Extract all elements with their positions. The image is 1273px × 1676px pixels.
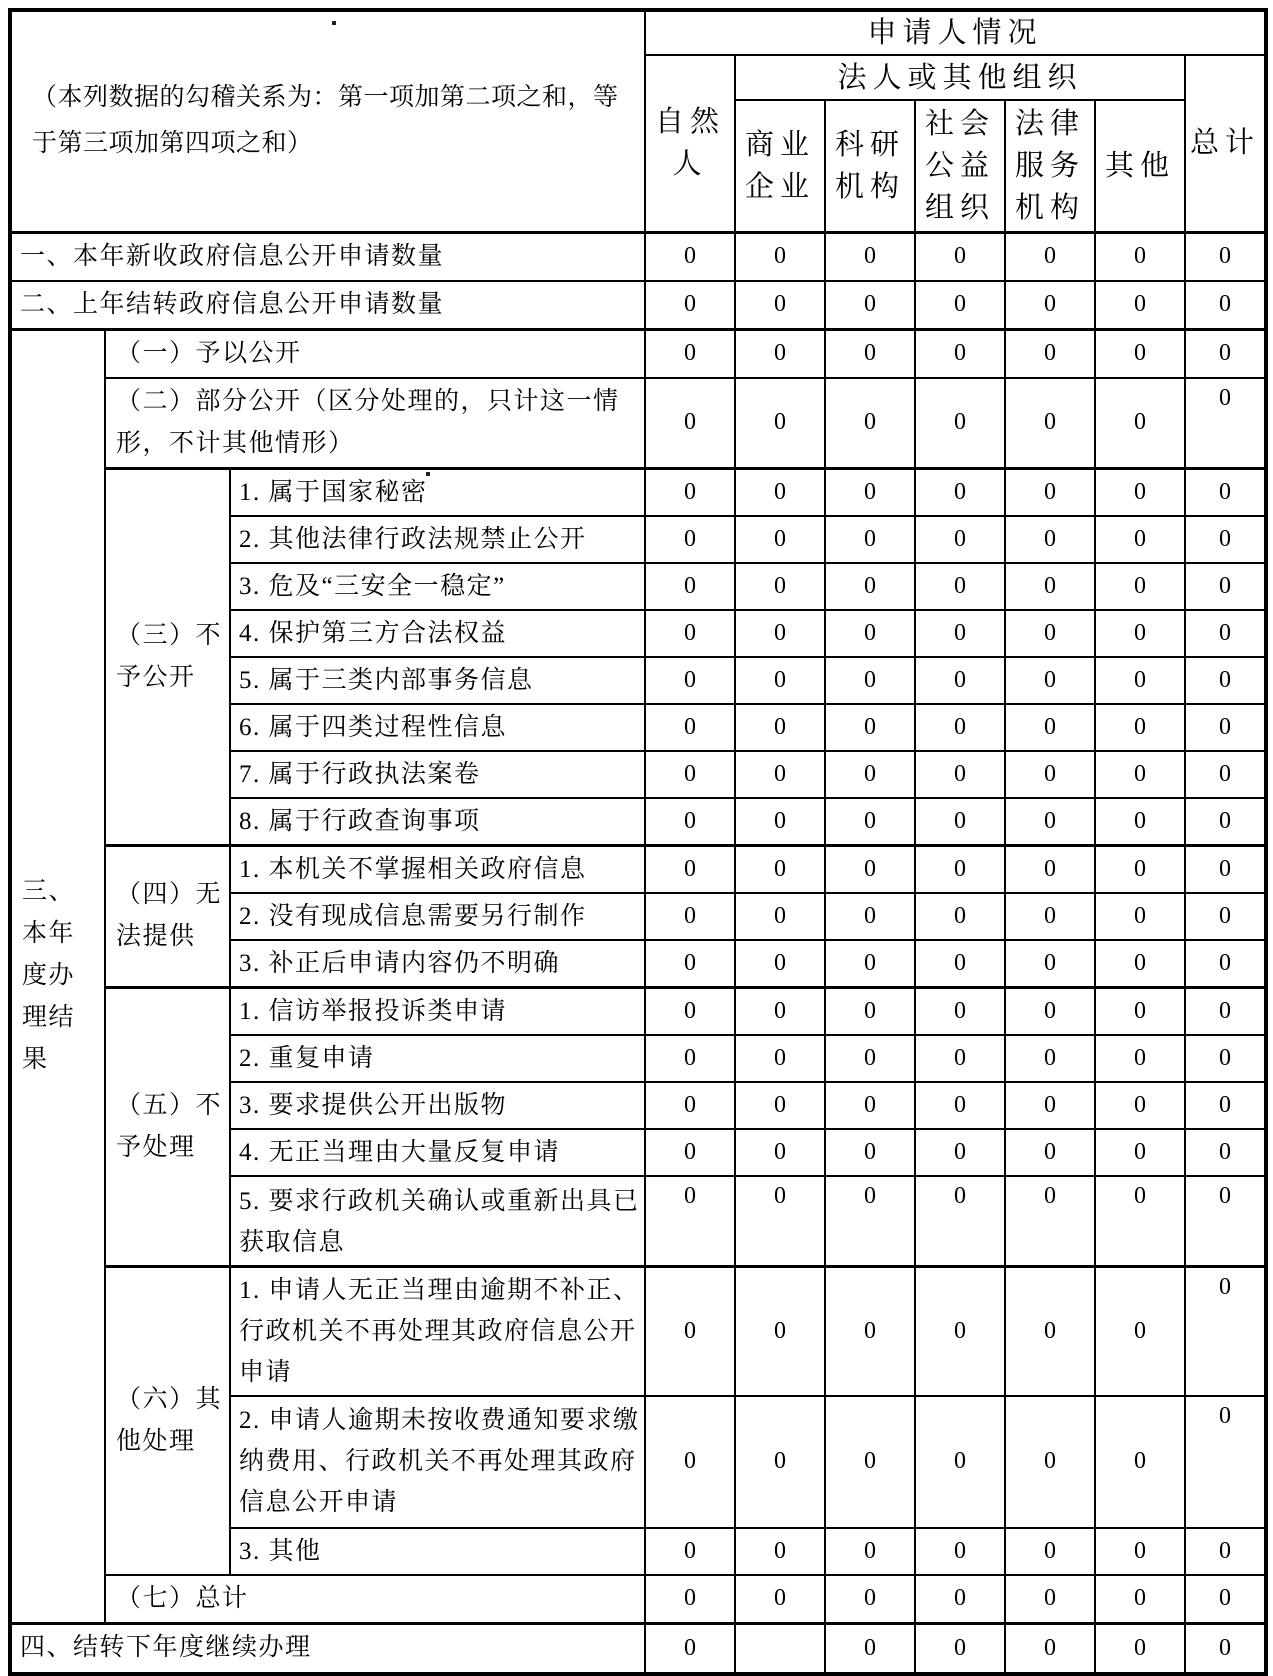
table-row — [10, 378, 1266, 469]
item-label: 5. 属于三类内部事务信息 — [230, 657, 645, 704]
value-cell: 0 — [735, 1082, 825, 1129]
value-cell: 0 — [645, 1176, 735, 1267]
value-cell: 0 — [645, 610, 735, 657]
header-research-institution: 科研机构 — [825, 100, 915, 232]
value-cell: 0 — [1095, 1266, 1185, 1396]
item-label: 3. 危及“三安全一稳定” — [230, 563, 645, 610]
value-cell: 0 — [735, 1575, 825, 1624]
header-legal-or-other-org: 法人或其他组织 — [735, 55, 1185, 100]
value-cell: 0 — [1005, 610, 1095, 657]
value-cell: 0 — [915, 610, 1005, 657]
row-label-carry-forward: 四、结转下年度继续办理 — [10, 1623, 645, 1674]
value-cell: 0 — [915, 1129, 1005, 1176]
value-cell: 0 — [1095, 893, 1185, 940]
group-label-subtotal: （七）总计 — [105, 1575, 645, 1624]
value-cell: 0 — [825, 704, 915, 751]
value-cell: 0 — [825, 940, 915, 988]
value-cell: 0 — [735, 704, 825, 751]
value-cell: 0 — [1095, 751, 1185, 798]
value-cell: 0 — [1185, 1528, 1266, 1575]
item-label: 3. 补正后申请内容仍不明确 — [230, 940, 645, 988]
scan-dot — [426, 472, 430, 476]
value-cell: 0 — [825, 468, 915, 516]
table-row — [10, 232, 1266, 281]
value-cell: 0 — [1185, 468, 1266, 516]
value-cell: 0 — [1005, 845, 1095, 893]
header-social-welfare-org: 社会公益组织 — [915, 100, 1005, 232]
value-cell: 0 — [1095, 1528, 1185, 1575]
value-cell: 0 — [735, 1396, 825, 1528]
value-cell: 0 — [1095, 329, 1185, 378]
value-cell: 0 — [735, 281, 825, 330]
value-cell: 0 — [825, 516, 915, 563]
value-cell: 0 — [825, 657, 915, 704]
value-cell: 0 — [1095, 1623, 1185, 1674]
value-cell: 0 — [1095, 1575, 1185, 1624]
value-cell: 0 — [1185, 751, 1266, 798]
value-cell: 0 — [1095, 798, 1185, 846]
table-row — [10, 987, 1266, 1035]
value-cell: 0 — [915, 1396, 1005, 1528]
note-cell: （本列数据的勾稽关系为：第一项加第二项之和，等于第三项加第四项之和） — [10, 10, 645, 232]
value-cell: 0 — [1095, 1082, 1185, 1129]
value-cell: 0 — [915, 1575, 1005, 1624]
value-cell: 0 — [1095, 704, 1185, 751]
value-cell: 0 — [915, 704, 1005, 751]
value-cell: 0 — [915, 798, 1005, 846]
value-cell: 0 — [1095, 563, 1185, 610]
item-label: 2. 其他法律行政法规禁止公开 — [230, 516, 645, 563]
table-row — [10, 329, 1266, 378]
value-cell: 0 — [735, 516, 825, 563]
value-cell: 0 — [1185, 940, 1266, 988]
item-label: 1. 申请人无正当理由逾期不补正、行政机关不再处理其政府信息公开申请 — [230, 1266, 645, 1396]
value-cell: 0 — [1005, 329, 1095, 378]
value-cell: 0 — [645, 1082, 735, 1129]
value-cell: 0 — [645, 232, 735, 281]
group-label-denied: （三）不予公开 — [105, 468, 230, 845]
value-cell: 0 — [1005, 468, 1095, 516]
value-cell: 0 — [1005, 232, 1095, 281]
value-cell: 0 — [1005, 1623, 1095, 1674]
table-row — [10, 468, 1266, 516]
value-cell: 0 — [825, 1035, 915, 1082]
value-cell: 0 — [645, 281, 735, 330]
value-cell: 0 — [1005, 378, 1095, 469]
value-cell: 0 — [645, 1035, 735, 1082]
item-label: 5. 要求行政机关确认或重新出具已获取信息 — [230, 1176, 645, 1267]
value-cell: 0 — [645, 1129, 735, 1176]
value-cell: 0 — [915, 1528, 1005, 1575]
row-label-carried-over: 二、上年结转政府信息公开申请数量 — [10, 281, 645, 330]
value-cell: 0 — [1185, 657, 1266, 704]
value-cell: 0 — [645, 563, 735, 610]
value-cell: 0 — [735, 468, 825, 516]
value-cell: 0 — [915, 1176, 1005, 1267]
value-cell: 0 — [735, 610, 825, 657]
item-label: 8. 属于行政查询事项 — [230, 798, 645, 846]
value-cell: 0 — [645, 893, 735, 940]
value-cell: 0 — [645, 1396, 735, 1528]
value-cell: 0 — [1095, 232, 1185, 281]
value-cell: 0 — [915, 751, 1005, 798]
item-label: 1. 本机关不掌握相关政府信息 — [230, 845, 645, 893]
value-cell: 0 — [1005, 1176, 1095, 1267]
value-cell: 0 — [1095, 940, 1185, 988]
table-row — [10, 1266, 1266, 1396]
value-cell: 0 — [1005, 516, 1095, 563]
value-cell: 0 — [825, 378, 915, 469]
value-cell: 0 — [735, 563, 825, 610]
value-cell: 0 — [735, 987, 825, 1035]
value-cell: 0 — [735, 845, 825, 893]
header-applicant-status: 申请人情况 — [645, 10, 1266, 55]
table-row — [10, 10, 1266, 55]
value-cell: 0 — [825, 1528, 915, 1575]
value-cell: 0 — [645, 987, 735, 1035]
value-cell: 0 — [1185, 232, 1266, 281]
value-cell: 0 — [735, 798, 825, 846]
value-cell: 0 — [1185, 1623, 1266, 1674]
value-cell: 0 — [1005, 893, 1095, 940]
item-label: 3. 其他 — [230, 1528, 645, 1575]
value-cell: 0 — [915, 1082, 1005, 1129]
value-cell: 0 — [825, 1266, 915, 1396]
disclosure-request-table — [8, 8, 1268, 1676]
value-cell: 0 — [1185, 329, 1266, 378]
value-cell: 0 — [1005, 704, 1095, 751]
value-cell: 0 — [1185, 1266, 1266, 1396]
value-cell: 0 — [735, 1035, 825, 1082]
value-cell: 0 — [735, 1176, 825, 1267]
item-label: 7. 属于行政执法案卷 — [230, 751, 645, 798]
value-cell: 0 — [645, 378, 735, 469]
value-cell: 0 — [915, 987, 1005, 1035]
value-cell: 0 — [825, 1082, 915, 1129]
item-label: 3. 要求提供公开出版物 — [230, 1082, 645, 1129]
value-cell: 0 — [1005, 1528, 1095, 1575]
item-label: 4. 无正当理由大量反复申请 — [230, 1129, 645, 1176]
table-row — [10, 845, 1266, 893]
value-cell: 0 — [1185, 563, 1266, 610]
value-cell: 0 — [915, 1035, 1005, 1082]
value-cell: 0 — [735, 657, 825, 704]
value-cell: 0 — [825, 987, 915, 1035]
value-cell: 0 — [915, 378, 1005, 469]
value-cell: 0 — [1005, 657, 1095, 704]
group-label-other-handling: （六）其他处理 — [105, 1266, 230, 1575]
value-cell: 0 — [645, 940, 735, 988]
value-cell: 0 — [1095, 281, 1185, 330]
value-cell: 0 — [915, 940, 1005, 988]
value-cell: 0 — [645, 1575, 735, 1624]
value-cell: 0 — [1095, 378, 1185, 469]
value-cell: 0 — [825, 1623, 915, 1674]
value-cell: 0 — [915, 657, 1005, 704]
value-cell: 0 — [1005, 798, 1095, 846]
value-cell: 0 — [735, 1528, 825, 1575]
table-row — [10, 281, 1266, 330]
value-cell: 0 — [1095, 1129, 1185, 1176]
value-cell: 0 — [1095, 987, 1185, 1035]
value-cell: 0 — [1005, 1266, 1095, 1396]
value-cell: 0 — [645, 516, 735, 563]
value-cell: 0 — [735, 751, 825, 798]
value-cell: 0 — [1185, 704, 1266, 751]
value-cell: 0 — [645, 657, 735, 704]
value-cell: 0 — [1095, 845, 1185, 893]
value-cell: 0 — [825, 563, 915, 610]
value-cell: 0 — [915, 1266, 1005, 1396]
value-cell: 0 — [645, 704, 735, 751]
value-cell: 0 — [645, 1266, 735, 1396]
value-cell: 0 — [1185, 798, 1266, 846]
value-cell: 0 — [825, 1129, 915, 1176]
value-cell: 0 — [1185, 610, 1266, 657]
value-cell: 0 — [915, 1623, 1005, 1674]
value-cell: 0 — [1005, 1396, 1095, 1528]
value-cell: 0 — [1095, 468, 1185, 516]
value-cell: 0 — [1005, 987, 1095, 1035]
header-legal-service-org: 法律服务机构 — [1005, 100, 1095, 232]
value-cell: 0 — [1185, 987, 1266, 1035]
scan-dot — [332, 21, 336, 25]
item-label: 4. 保护第三方合法权益 — [230, 610, 645, 657]
value-cell: 0 — [735, 1129, 825, 1176]
item-label: 2. 申请人逾期未按收费通知要求缴纳费用、行政机关不再处理其政府信息公开申请 — [230, 1396, 645, 1528]
value-cell: 0 — [825, 1176, 915, 1267]
value-cell: 0 — [1185, 1035, 1266, 1082]
header-other: 其他 — [1095, 100, 1185, 232]
value-cell: 0 — [1185, 1575, 1266, 1624]
table-row — [10, 1575, 1266, 1624]
value-cell: 0 — [825, 1396, 915, 1528]
value-cell: 0 — [645, 798, 735, 846]
value-cell: 0 — [1005, 281, 1095, 330]
item-label: 2. 重复申请 — [230, 1035, 645, 1082]
value-cell: 0 — [1095, 1396, 1185, 1528]
item-label: 1. 信访举报投诉类申请 — [230, 987, 645, 1035]
value-cell: 0 — [735, 378, 825, 469]
value-cell: 0 — [645, 329, 735, 378]
value-cell: 0 — [915, 468, 1005, 516]
value-cell — [735, 1623, 825, 1674]
value-cell: 0 — [1005, 1575, 1095, 1624]
value-cell: 0 — [915, 845, 1005, 893]
header-total: 总计 — [1185, 55, 1266, 232]
value-cell: 0 — [825, 893, 915, 940]
value-cell: 0 — [1185, 845, 1266, 893]
section-label-processing-results: 三、本年度办理结果 — [10, 329, 105, 1623]
value-cell: 0 — [1185, 281, 1266, 330]
value-cell: 0 — [825, 845, 915, 893]
value-cell: 0 — [1005, 1082, 1095, 1129]
item-label: 2. 没有现成信息需要另行制作 — [230, 893, 645, 940]
item-label: 6. 属于四类过程性信息 — [230, 704, 645, 751]
value-cell: 0 — [645, 1528, 735, 1575]
value-cell: 0 — [735, 329, 825, 378]
value-cell: 0 — [1095, 516, 1185, 563]
value-cell: 0 — [1005, 751, 1095, 798]
header-business-enterprise: 商业企业 — [735, 100, 825, 232]
value-cell: 0 — [825, 281, 915, 330]
value-cell: 0 — [645, 1623, 735, 1674]
value-cell: 0 — [735, 232, 825, 281]
group-label-granted: （一）予以公开 — [105, 329, 645, 378]
value-cell: 0 — [1185, 378, 1266, 469]
value-cell: 0 — [1185, 1129, 1266, 1176]
value-cell: 0 — [1095, 1035, 1185, 1082]
value-cell: 0 — [1185, 1396, 1266, 1528]
value-cell: 0 — [825, 798, 915, 846]
value-cell: 0 — [1005, 1129, 1095, 1176]
value-cell: 0 — [1005, 940, 1095, 988]
value-cell: 0 — [825, 1575, 915, 1624]
value-cell: 0 — [915, 516, 1005, 563]
value-cell: 0 — [645, 468, 735, 516]
value-cell: 0 — [1095, 610, 1185, 657]
scanned-report-page — [0, 8, 1273, 1662]
value-cell: 0 — [1185, 893, 1266, 940]
value-cell: 0 — [1185, 516, 1266, 563]
value-cell: 0 — [735, 940, 825, 988]
header-natural-person: 自然人 — [645, 55, 735, 232]
value-cell: 0 — [1005, 1035, 1095, 1082]
value-cell: 0 — [915, 329, 1005, 378]
value-cell: 0 — [915, 563, 1005, 610]
value-cell: 0 — [1185, 1176, 1266, 1267]
value-cell: 0 — [1185, 1082, 1266, 1129]
row-label-new-applications: 一、本年新收政府信息公开申请数量 — [10, 232, 645, 281]
group-label-unable-to-provide: （四）无法提供 — [105, 845, 230, 987]
value-cell: 0 — [735, 893, 825, 940]
value-cell: 0 — [825, 232, 915, 281]
value-cell: 0 — [915, 281, 1005, 330]
value-cell: 0 — [735, 1266, 825, 1396]
table-row — [10, 1623, 1266, 1674]
value-cell: 0 — [1005, 563, 1095, 610]
group-label-partially-granted: （二）部分公开（区分处理的，只计这一情形，不计其他情形） — [105, 378, 645, 469]
group-label-not-processed: （五）不予处理 — [105, 987, 230, 1266]
value-cell: 0 — [645, 751, 735, 798]
value-cell: 0 — [645, 845, 735, 893]
value-cell: 0 — [915, 893, 1005, 940]
value-cell: 0 — [915, 232, 1005, 281]
value-cell: 0 — [825, 751, 915, 798]
value-cell: 0 — [1095, 1176, 1185, 1267]
value-cell: 0 — [1095, 657, 1185, 704]
value-cell: 0 — [825, 610, 915, 657]
value-cell: 0 — [825, 329, 915, 378]
item-label: 1. 属于国家秘密 — [230, 468, 645, 516]
